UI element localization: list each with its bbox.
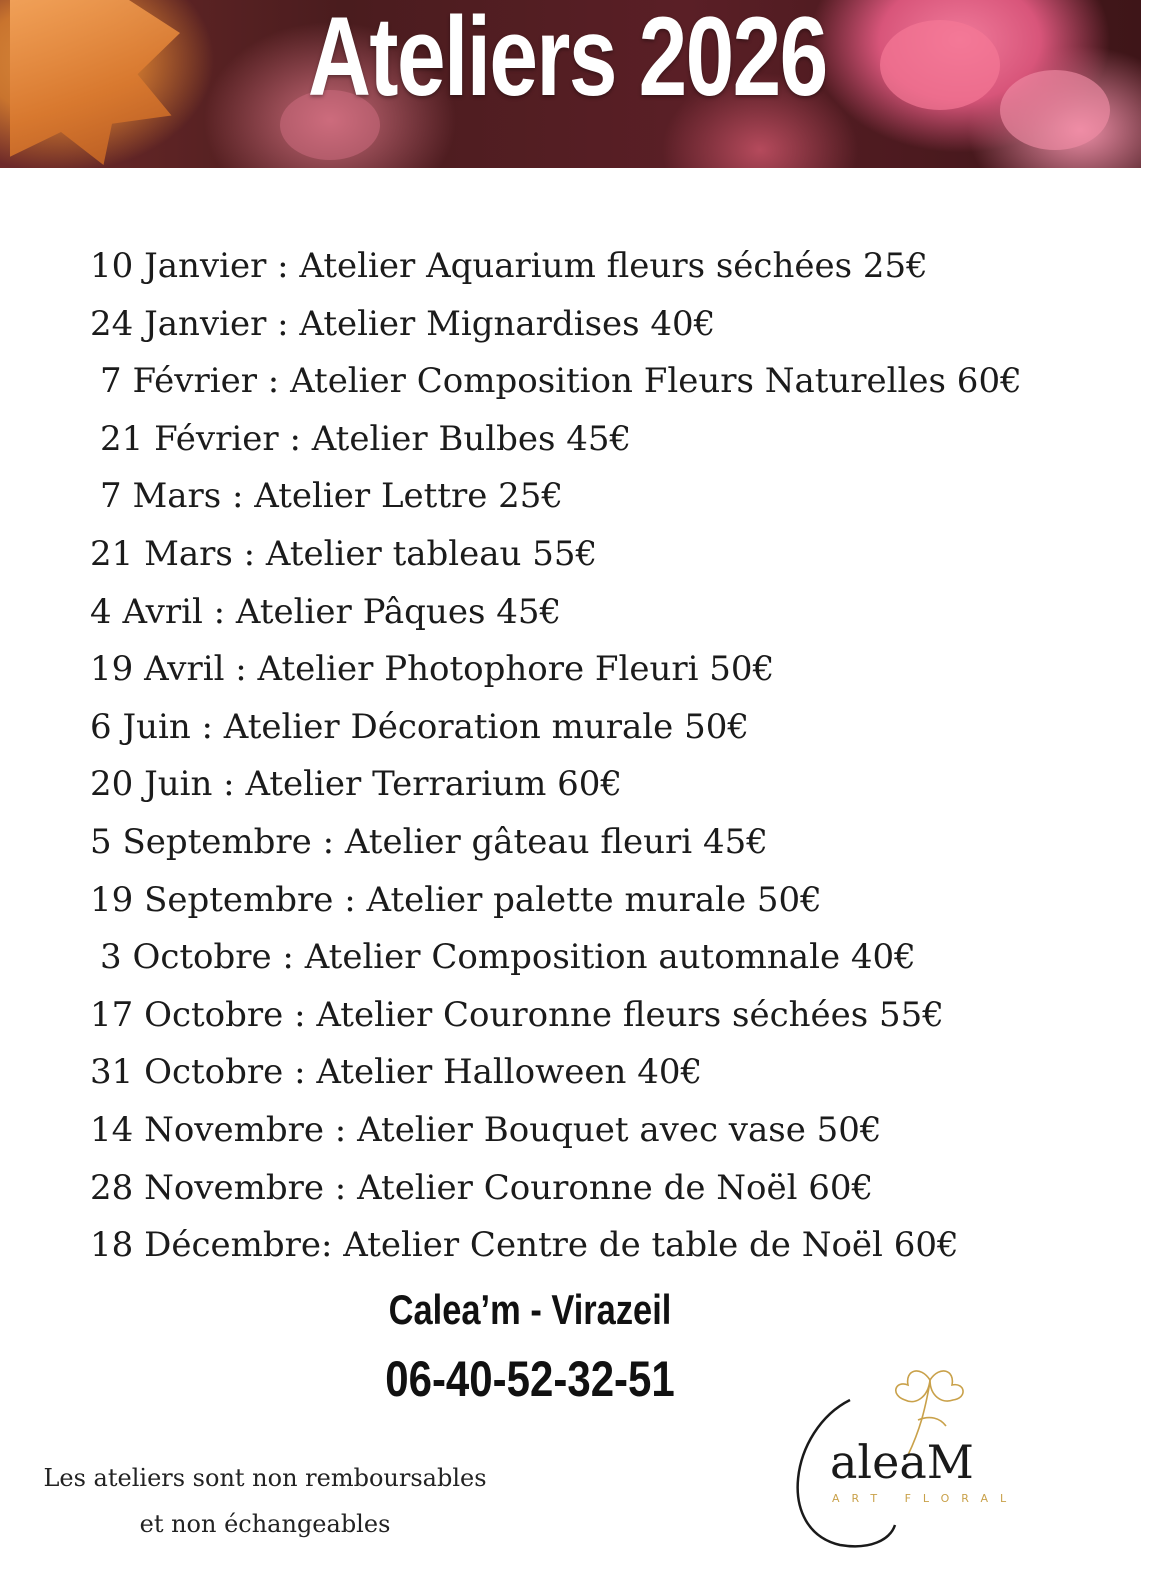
workshop-item: 20 Juin : Atelier Terrarium 60€ [90,764,623,805]
header-banner [0,0,1141,168]
workshop-item: 3 Octobre : Atelier Composition automnale 40€ [100,937,916,978]
workshop-item: 5 Septembre : Atelier gâteau fleuri 45€ [90,821,768,862]
policy-line-1: Les ateliers sont non remboursables [43,1464,487,1492]
workshop-item: 21 Mars : Atelier tableau 55€ [90,533,598,574]
workshop-item: 4 Avril : Atelier Pâques 45€ [90,591,562,632]
workshop-item: 21 Février : Atelier Bulbes 45€ [100,418,632,459]
logo-wordmark: aleaM [830,1435,974,1489]
workshop-item: 14 Novembre : Atelier Bouquet avec vase 50€ [90,1109,882,1150]
workshop-item: 7 Février : Atelier Composition Fleurs Naturelles 60€ [100,361,1022,402]
workshop-item: 31 Octobre : Atelier Halloween 40€ [90,1052,703,1093]
brand-logo [780,1360,1100,1560]
policy-line-2: et non échangeables [139,1510,391,1538]
workshop-item: 24 Janvier : Atelier Mignardises 40€ [90,303,716,344]
workshop-item: 19 Septembre : Atelier palette murale 50€ [90,879,822,920]
workshop-item: 7 Mars : Atelier Lettre 25€ [100,476,564,517]
workshop-item: 10 Janvier : Atelier Aquarium fleurs séchées 25€ [90,246,928,286]
pink-petal-decoration [1000,70,1110,150]
workshop-item: 18 Décembre: Atelier Centre de table de Noël 60€ [90,1225,959,1266]
workshop-item: 28 Novembre : Atelier Couronne de Noël 60€ [90,1167,874,1208]
workshop-item: 19 Avril : Atelier Photophore Fleuri 50€ [90,649,775,690]
phone-number[interactable]: 06-40-52-32-51 [385,1351,675,1407]
workshop-list [0,238,1141,1275]
workshop-item: 17 Octobre : Atelier Couronne fleurs séchées 55€ [90,994,944,1035]
workshop-item: 6 Juin : Atelier Décoration murale 50€ [90,706,749,747]
shop-name: Calea’m - Virazeil [388,1286,672,1333]
page-title: Ateliers 2026 [307,0,827,119]
logo-tagline: ART FLORAL [832,1492,1019,1505]
